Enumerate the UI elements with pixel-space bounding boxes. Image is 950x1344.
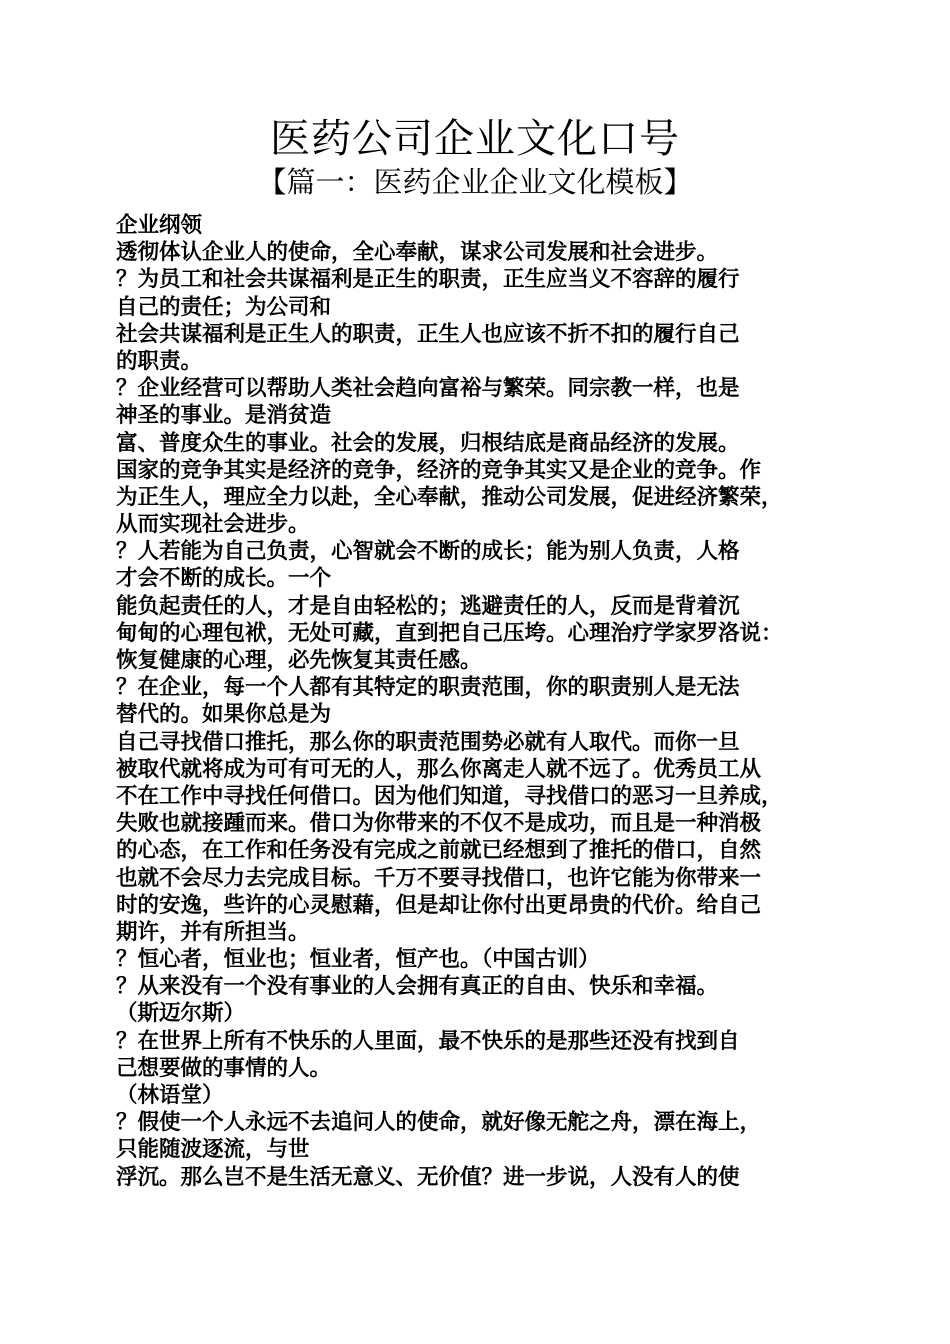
document-title: 医药公司企业文化口号	[270, 116, 680, 162]
body-line: 从而实现社会进步。	[116, 512, 310, 538]
body-line: ？从来没有一个没有事业的人会拥有真正的自由、快乐和幸福。	[116, 974, 719, 1000]
body-line: ？为员工和社会共谋福利是正生的职责，正生应当义不容辞的履行	[116, 267, 740, 293]
document-body	[116, 212, 852, 1191]
body-line: 替代的。如果你总是为	[116, 702, 332, 728]
body-line: 只能随波逐流，与世	[116, 1137, 310, 1163]
body-line: ？人若能为自己负责，心智就会不断的成长；能为别人负责，人格	[116, 539, 740, 565]
body-line: 失败也就接踵而来。借口为你带来的不仅不是成功，而且是一种消极	[116, 811, 762, 837]
body-line: ？恒心者，恒业也；恒业者，恒产也。（中国古训）	[116, 947, 600, 973]
body-line: 能负起责任的人，才是自由轻松的；逃避责任的人，反而是背着沉	[116, 593, 740, 619]
body-line: 的职责。	[116, 348, 203, 374]
body-line: ？在世界上所有不快乐的人里面，最不快乐的是那些还没有找到自	[116, 1028, 740, 1054]
body-line: 透彻体认企业人的使命，全心奉献，谋求公司发展和社会进步。	[116, 240, 719, 266]
body-line: 才会不断的成长。一个	[116, 566, 332, 592]
body-line: 社会共谋福利是正生人的职责，正生人也应该不折不扣的履行自己	[116, 321, 740, 347]
body-line: （斯迈尔斯）	[116, 1001, 246, 1027]
body-line: 被取代就将成为可有可无的人，那么你离走人就不远了。优秀员工从	[116, 756, 762, 782]
body-line: 自己寻找借口推托，那么你的职责范围势必就有人取代。而你一旦	[116, 729, 740, 755]
body-line: 自己的责任；为公司和	[116, 294, 332, 320]
body-line: （林语堂）	[116, 1083, 224, 1108]
body-line: 不在工作中寻找任何借口。因为他们知道，寻找借口的恶习一旦养成，	[116, 783, 783, 809]
body-line: 时的安逸，些许的心灵慰藉，但是却让你付出更昂贵的代价。给自己	[116, 892, 762, 918]
body-line: 神圣的事业。是消贫造	[116, 403, 332, 429]
body-line: 期许，并有所担当。	[116, 919, 310, 945]
body-line: 甸甸的心理包袱，无处可藏，直到把自己压垮。心理治疗学家罗洛说：	[116, 620, 783, 646]
document-subtitle: 【篇一：医药企业企业文化模板】	[257, 165, 693, 199]
body-line: ？企业经营可以帮助人类社会趋向富裕与繁荣。同宗教一样，也是	[116, 376, 740, 402]
body-line: 的心态，在工作和任务没有完成之前就已经想到了推托的借口，自然	[116, 838, 762, 864]
body-line: 恢复健康的心理，必先恢复其责任感。	[116, 648, 482, 673]
body-line: 国家的竞争其实是经济的竞争，经济的竞争其实又是企业的竞争。作	[116, 457, 762, 483]
body-line: ？在企业，每一个人都有其特定的职责范围，你的职责别人是无法	[116, 675, 740, 701]
body-line: 浮沉。那么岂不是生活无意义、无价值？进一步说，人没有人的使	[116, 1164, 740, 1190]
body-line: 企业纲领	[116, 213, 203, 238]
body-line: 也就不会尽力去完成目标。千万不要寻找借口，也许它能为你带来一	[116, 865, 762, 891]
body-line: 己想要做的事情的人。	[116, 1055, 332, 1081]
body-line: 为正生人，理应全力以赴，全心奉献，推动公司发展，促进经济繁荣，	[116, 484, 783, 510]
body-line: 富、普度众生的事业。社会的发展，归根结底是商品经济的发展。	[116, 430, 740, 456]
body-line: ？假使一个人永远不去追问人的使命，就好像无舵之舟，漂在海上，	[116, 1110, 762, 1136]
